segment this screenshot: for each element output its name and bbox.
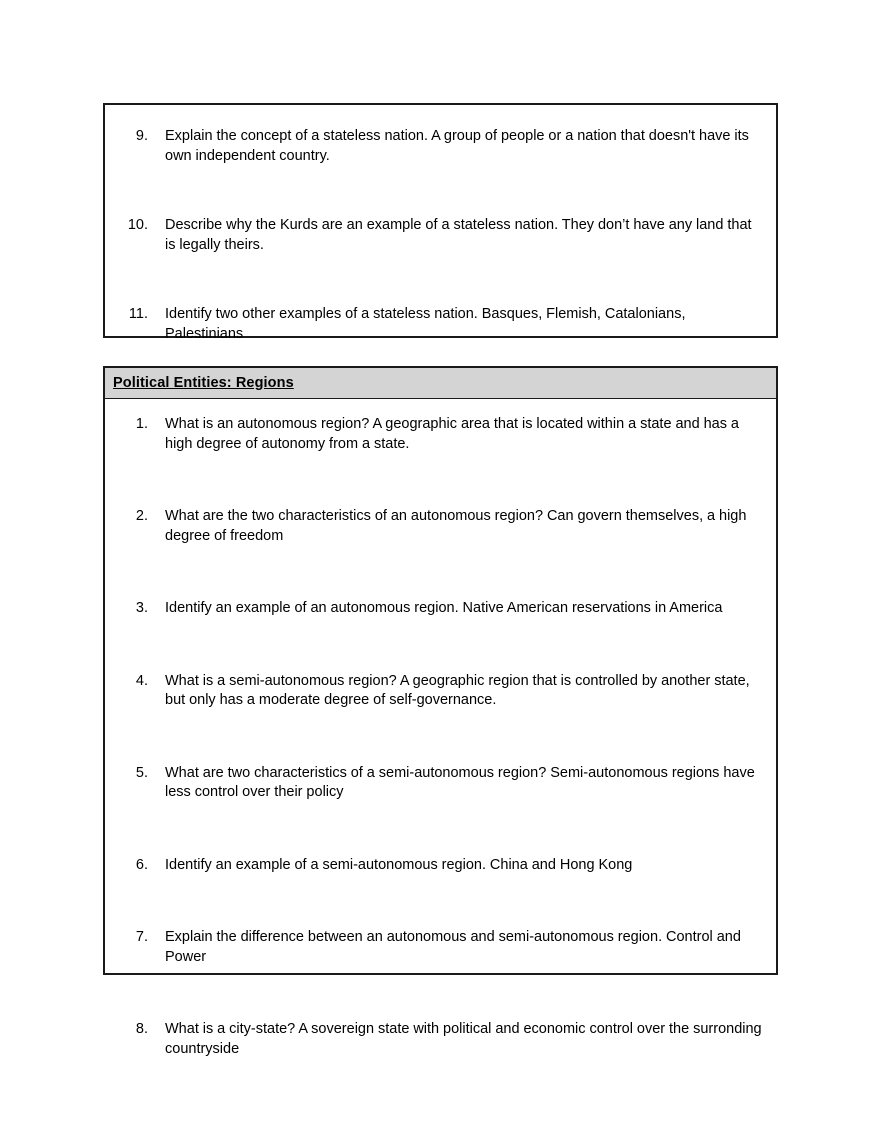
item-number: 3. [135,600,148,616]
section-title: Political Entities: Regions [113,374,294,391]
section-political-entities-regions [103,366,778,1057]
item-text: What is a city-state? A sovereign state with political and economic control over the surronding countryside [165,1021,762,1057]
item-number: 1. [135,416,148,432]
item-text: Describe why the Kurds are an example of a stateless nation. They don’t have any land that is legally theirs. [165,217,752,253]
item-text: Explain the concept of a stateless nation. A group of people or a nation that doesn't have its own independent country. [165,128,749,164]
list-item [105,305,776,344]
item-text: What are the two characteristics of an autonomous region? Can govern themselves, a high degree of freedom [165,508,747,544]
list-item [105,216,776,255]
list-item [105,764,776,803]
list-item [105,856,776,876]
list-item [105,1020,776,1059]
item-number: 9. [135,128,148,144]
list-item [105,507,776,546]
list-item [105,599,776,619]
item-number: 8. [135,1021,148,1037]
item-number: 4. [135,672,148,689]
item-text: Explain the difference between an autonomous and semi-autonomous region. Control and Power [165,929,741,965]
list-item [105,127,776,166]
section-header-band [105,368,776,399]
list-item [105,928,776,967]
list-item [105,672,776,711]
item-text: Identify two other examples of a stateless nation. Basques, Flemish, Catalonians, Palestinians [165,306,686,342]
item-text: What is a semi-autonomous region? A geographic region that is controlled by another state, but only has a moderate degree of self-governance. [165,672,750,708]
list-item [105,415,776,454]
item-number: 11. [128,306,148,322]
item-text: What is an autonomous region? A geographic area that is located within a state and has a high degree of autonomy from a state. [165,416,739,452]
item-text: What are two characteristics of a semi-autonomous region? Semi-autonomous regions have less control over their policy [165,764,755,800]
question-list-regions [105,399,776,1059]
question-list-stateless [105,105,776,344]
item-number: 5. [135,764,148,781]
item-text: Identify an example of an autonomous region. Native American reservations in America [165,600,723,616]
item-number: 6. [135,856,148,873]
item-number: 7. [135,929,148,945]
item-number: 10. [127,217,148,233]
section-stateless-nations [103,103,778,342]
item-text: Identify an example of a semi-autonomous region. China and Hong Kong [165,856,633,873]
item-number: 2. [135,508,148,524]
